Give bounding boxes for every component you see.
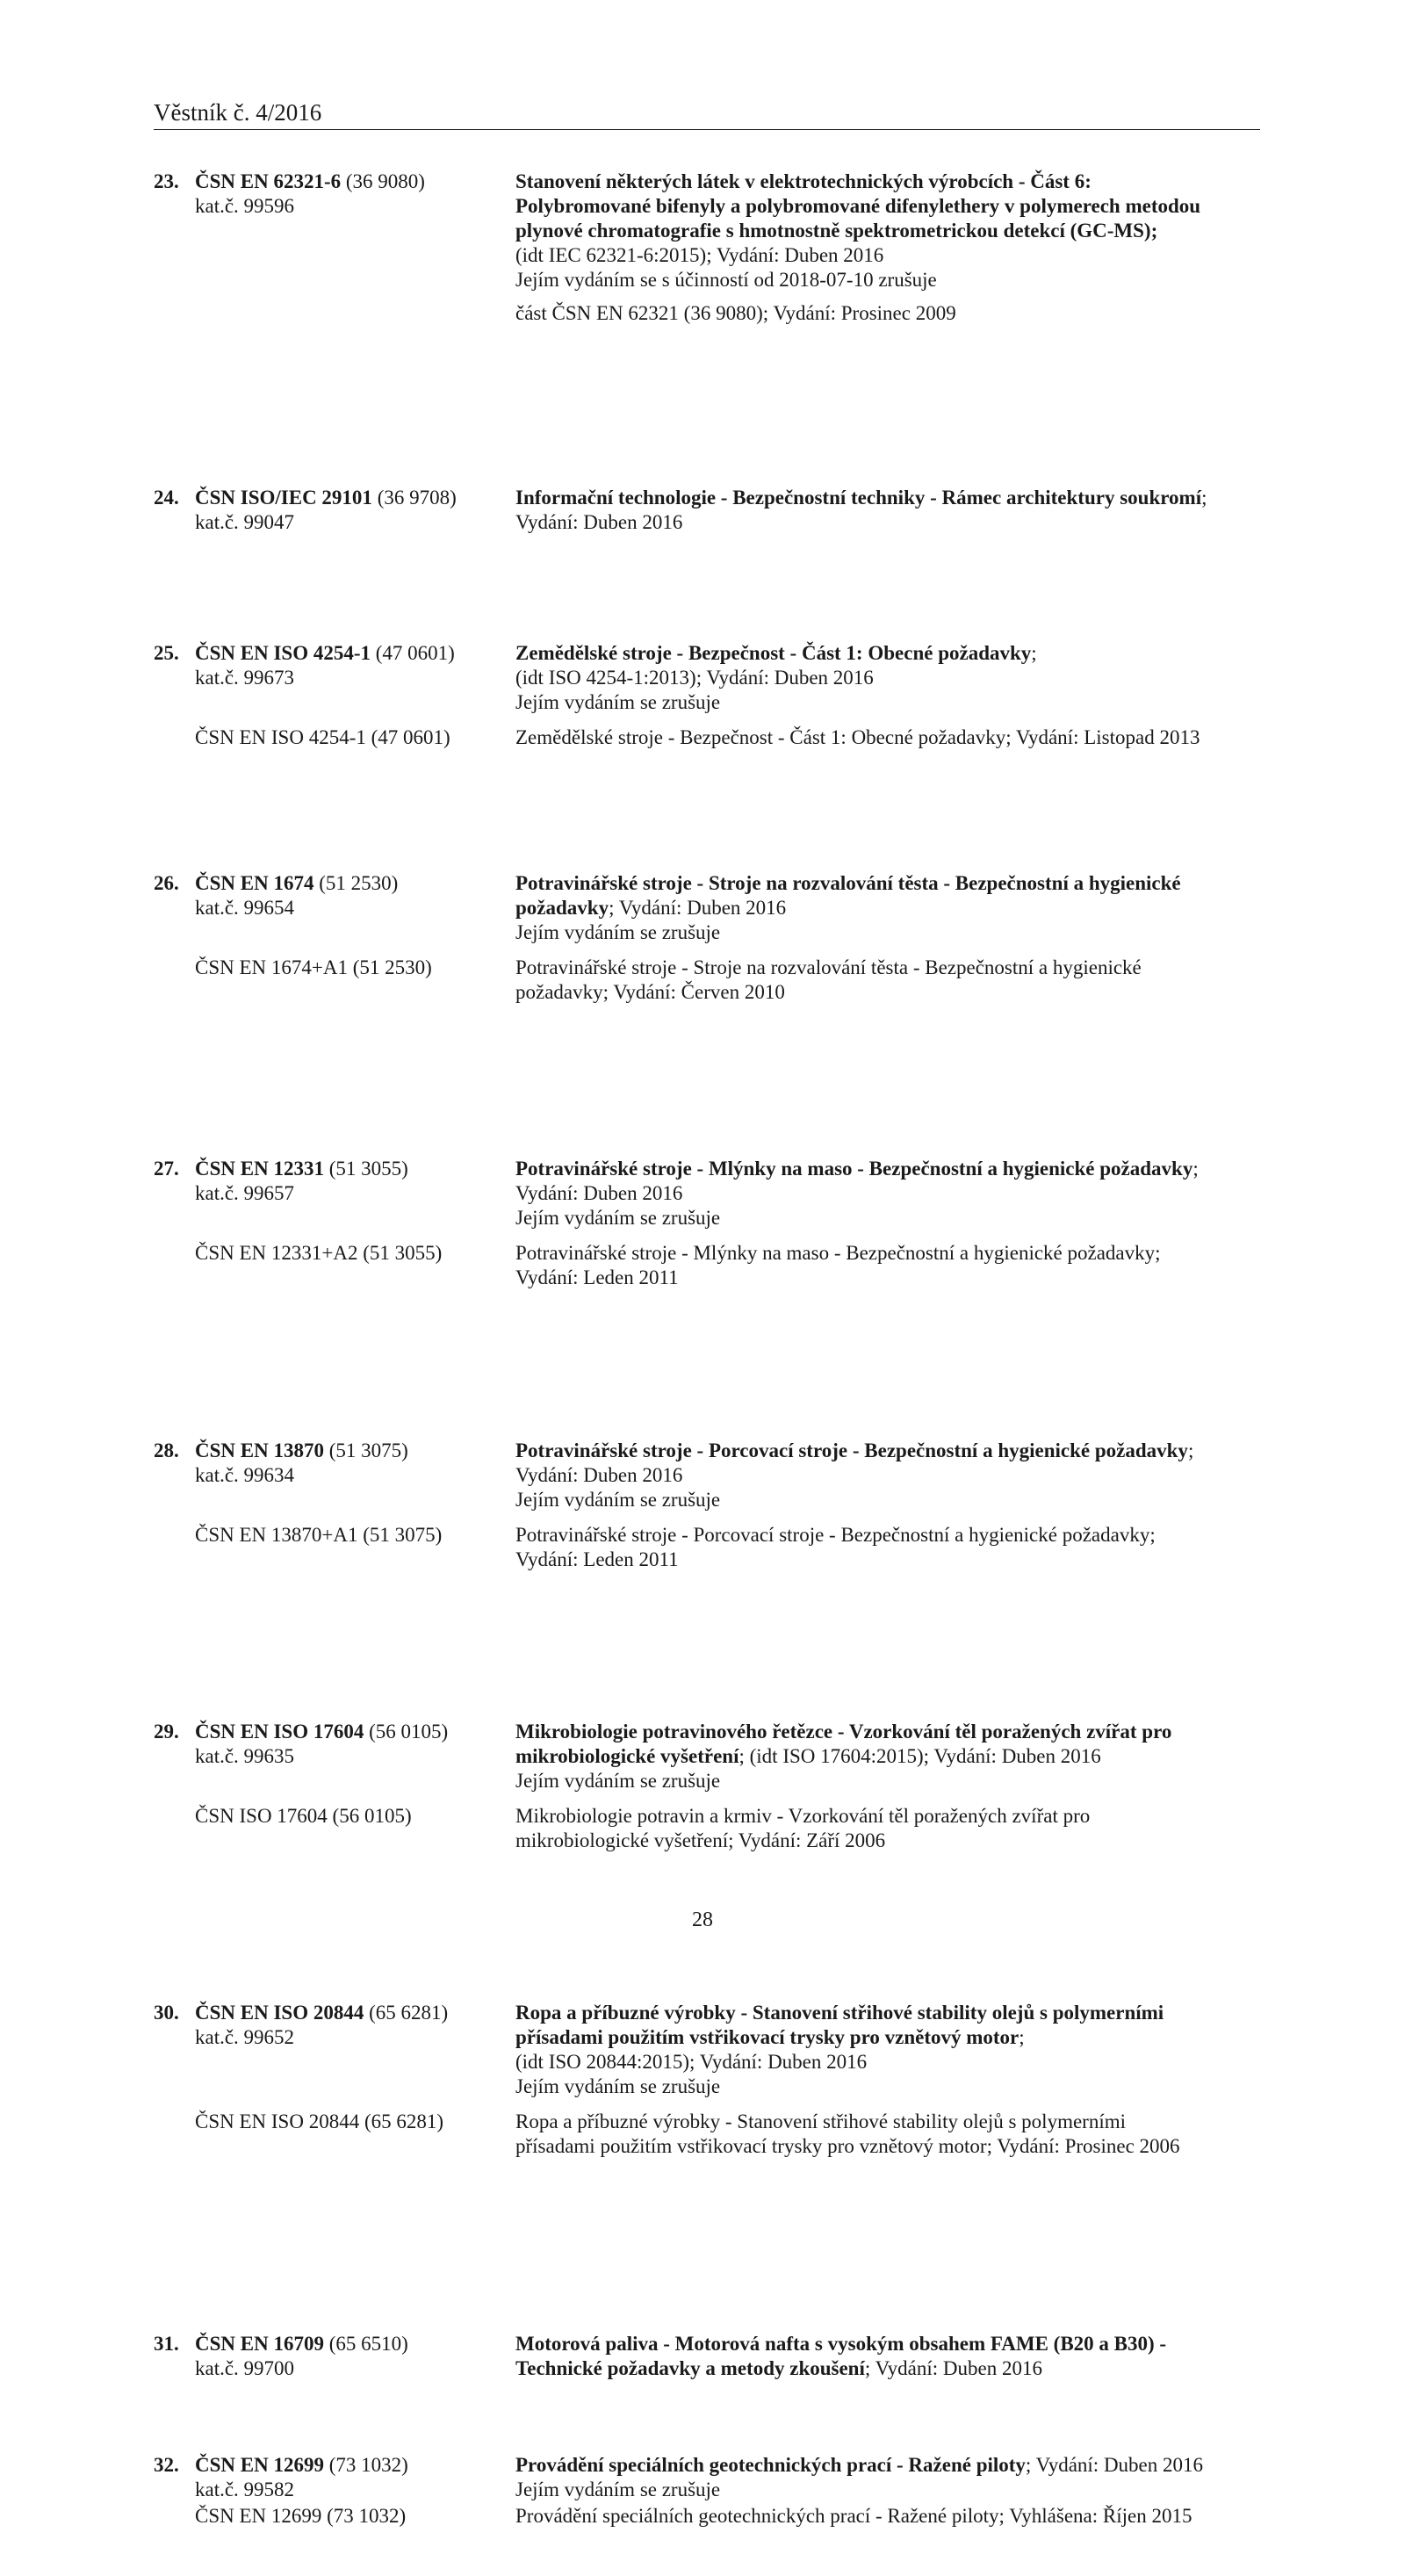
classification-code: (36 9080) — [341, 170, 425, 192]
title-line — [515, 1744, 1260, 1769]
standard-code: ČSN EN ISO 4254-1 — [195, 642, 371, 664]
catalog-number: kat.č. 99635 — [195, 1745, 295, 1767]
standard-main-row — [154, 2453, 1260, 2502]
replaced-standard-code: ČSN ISO 17604 (56 0105) — [195, 1805, 412, 1827]
title-line — [515, 871, 1260, 896]
standard-title: plynové chromatografie s hmotnostně spektrometrickou detekcí (GC-MS); — [515, 220, 1158, 242]
replaced-description — [515, 725, 1260, 750]
classification-code: (51 3075) — [323, 1440, 408, 1461]
standard-code: ČSN EN ISO 20844 — [195, 2002, 364, 2024]
title-tail: ; — [1031, 642, 1037, 664]
title-line — [515, 641, 1260, 666]
catalog-number: kat.č. 99700 — [195, 2357, 295, 2379]
entry-number: 31. — [154, 2333, 179, 2355]
standard-code-line — [154, 2001, 515, 2025]
classification-code: (47 0601) — [371, 642, 455, 664]
header-rule — [154, 129, 1260, 130]
replaced-standard-row — [154, 956, 1260, 1005]
classification-code: (65 6510) — [323, 2333, 408, 2355]
detail-line: Vydání: Duben 2016 — [515, 1182, 683, 1204]
standard-code-line — [154, 1157, 515, 1181]
detail-line: Vydání: Duben 2016 — [515, 1464, 683, 1486]
standard-description — [515, 170, 1260, 326]
entry-number: 29. — [154, 1721, 179, 1743]
replaced-title-line: Vydání: Leden 2011 — [515, 1266, 679, 1288]
title-tail: ; — [1201, 487, 1207, 509]
replaced-title-line: Potravinářské stroje - Porcovací stroje - Bezpečnostní a hygienické požadavky; — [515, 1524, 1156, 1546]
standard-main-row — [154, 486, 1260, 535]
title-tail: ; — [1187, 1440, 1194, 1461]
replaced-identifier — [154, 2110, 515, 2134]
replaced-title-line: požadavky; Vydání: Červen 2010 — [515, 981, 785, 1003]
standard-main-row — [154, 641, 1260, 715]
standard-title: Technické požadavky a metody zkoušení — [515, 2357, 865, 2379]
standard-title: Provádění speciálních geotechnických prací - Ražené piloty — [515, 2454, 1026, 2476]
standard-identifier — [154, 641, 515, 690]
entry-number: 24. — [154, 487, 179, 509]
standard-code-line — [154, 170, 515, 194]
catalog-number: kat.č. 99654 — [195, 897, 295, 919]
catalog-number: kat.č. 99652 — [195, 2026, 295, 2048]
standard-main-row — [154, 1157, 1260, 1230]
standard-code: ČSN EN 12699 — [195, 2454, 324, 2476]
title-tail: ; Vydání: Duben 2016 — [609, 897, 787, 919]
replaced-standard-row — [154, 1523, 1260, 1572]
classification-code: (36 9708) — [371, 487, 457, 509]
bulletin-title: Věstník č. 4/2016 — [154, 99, 322, 126]
standard-code-line — [154, 871, 515, 896]
replaced-title-line: Potravinářské stroje - Mlýnky na maso - Bezpečnostní a hygienické požadavky; — [515, 1242, 1161, 1264]
standard-entry — [154, 1439, 1260, 1572]
standard-title: Polybromované bifenyly a polybromované difenylethery v polymerech metodou — [515, 195, 1201, 217]
title-line — [515, 194, 1260, 219]
standard-code-line — [154, 2332, 515, 2356]
replaced-standard-code: ČSN EN ISO 4254-1 (47 0601) — [195, 726, 450, 748]
standard-main-row — [154, 1720, 1260, 1793]
page-number: 28 — [692, 1909, 713, 1931]
standard-description — [515, 1157, 1260, 1230]
replaced-standard-row — [154, 1804, 1260, 1853]
standard-entry — [154, 2453, 1260, 2529]
detail-line: Jejím vydáním se s účinností od 2018-07-10 zrušuje — [515, 269, 937, 291]
classification-code: (65 6281) — [364, 2002, 449, 2024]
standard-title: Mikrobiologie potravinového řetězce - Vzorkování těl poražených zvířat pro — [515, 1721, 1172, 1743]
standard-description — [515, 2453, 1260, 2502]
replaced-standard-code: ČSN EN 13870+A1 (51 3075) — [195, 1524, 443, 1546]
catalog-number: kat.č. 99047 — [195, 511, 295, 533]
standard-code-line — [154, 1720, 515, 1744]
standard-main-row — [154, 170, 1260, 326]
standard-title: Zemědělské stroje - Bezpečnost - Část 1: Obecné požadavky — [515, 642, 1032, 664]
replaced-identifier — [154, 725, 515, 750]
replaced-description — [515, 2110, 1260, 2159]
standard-identifier — [154, 486, 515, 535]
replaced-title-line: Vydání: Leden 2011 — [515, 1548, 679, 1570]
title-line — [515, 1439, 1260, 1463]
standard-entry — [154, 1720, 1260, 1853]
replaced-standard-row — [154, 2504, 1260, 2529]
standard-description — [515, 1720, 1260, 1793]
standard-title: Informační technologie - Bezpečnostní techniky - Rámec architektury soukromí — [515, 487, 1202, 509]
standard-entry — [154, 641, 1260, 750]
standard-code: ČSN EN 1674 — [195, 872, 314, 894]
standard-entry — [154, 170, 1260, 326]
entry-number: 27. — [154, 1158, 179, 1180]
standard-title: požadavky — [515, 897, 609, 919]
detail-line: Jejím vydáním se zrušuje — [515, 691, 721, 713]
standard-identifier — [154, 2001, 515, 2050]
replaced-identifier — [154, 956, 515, 980]
title-line — [515, 1720, 1260, 1744]
standard-title: Ropa a příbuzné výrobky - Stanovení střihové stability olejů s polymerními — [515, 2002, 1164, 2024]
standard-title: Motorová paliva - Motorová nafta s vysokým obsahem FAME (B20 a B30) - — [515, 2333, 1167, 2355]
standard-identifier — [154, 2453, 515, 2502]
entry-number: 32. — [154, 2454, 179, 2476]
replaced-standard-code: ČSN EN 1674+A1 (51 2530) — [195, 956, 432, 978]
standard-description — [515, 641, 1260, 715]
replaced-title-line: přísadami použitím vstřikovací trysky pro vznětový motor; Vydání: Prosinec 2006 — [515, 2135, 1180, 2157]
detail-line: Jejím vydáním se zrušuje — [515, 1770, 721, 1792]
replaced-description — [515, 1804, 1260, 1853]
standard-code-line — [154, 2453, 515, 2478]
replaced-standard-code: ČSN EN 12331+A2 (51 3055) — [195, 1242, 443, 1264]
replaced-standard-code: ČSN EN 12699 (73 1032) — [195, 2505, 407, 2527]
replaced-identifier — [154, 2504, 515, 2529]
standard-entry — [154, 2332, 1260, 2381]
standard-identifier — [154, 871, 515, 920]
standard-identifier — [154, 2332, 515, 2381]
replaced-title-line: Ropa a příbuzné výrobky - Stanovení střihové stability olejů s polymerními — [515, 2111, 1126, 2132]
standard-main-row — [154, 1439, 1260, 1512]
replaced-title-line: Potravinářské stroje - Stroje na rozvalování těsta - Bezpečnostní a hygienické — [515, 956, 1142, 978]
standard-code: ČSN ISO/IEC 29101 — [195, 487, 372, 509]
title-line — [515, 2332, 1260, 2356]
standard-code-line — [154, 641, 515, 666]
replaced-title-line: Provádění speciálních geotechnických prací - Ražené piloty; Vyhlášena: Říjen 2015 — [515, 2505, 1192, 2527]
standard-code-line — [154, 1439, 515, 1463]
standard-identifier — [154, 1720, 515, 1769]
replaced-standard-code: ČSN EN ISO 20844 (65 6281) — [195, 2111, 444, 2132]
replaced-standard-note: část ČSN EN 62321 (36 9080); Vydání: Prosinec 2009 — [515, 302, 956, 324]
detail-line: Jejím vydáním se zrušuje — [515, 1489, 721, 1511]
detail-line: Jejím vydáním se zrušuje — [515, 2075, 721, 2097]
replaced-identifier — [154, 1523, 515, 1548]
replaced-title-line: Zemědělské stroje - Bezpečnost - Část 1: Obecné požadavky; Vydání: Listopad 2013 — [515, 726, 1200, 748]
entry-number: 28. — [154, 1440, 179, 1461]
standard-entry — [154, 1157, 1260, 1290]
title-tail: ; Vydání: Duben 2016 — [864, 2357, 1042, 2379]
title-line — [515, 1157, 1260, 1181]
title-line — [515, 219, 1260, 243]
title-line — [515, 486, 1260, 510]
classification-code: (73 1032) — [323, 2454, 408, 2476]
title-tail: ; — [1019, 2026, 1025, 2048]
catalog-number: kat.č. 99657 — [195, 1182, 295, 1204]
replaced-description — [515, 956, 1260, 1005]
standard-code: ČSN EN 12331 — [195, 1158, 324, 1180]
detail-line: (idt ISO 4254-1:2013); Vydání: Duben 2016 — [515, 667, 874, 689]
title-line — [515, 2356, 1260, 2381]
standard-description — [515, 2001, 1260, 2099]
standard-code: ČSN EN ISO 17604 — [195, 1721, 364, 1743]
replaced-title-line: Mikrobiologie potravin a krmiv - Vzorkování těl poražených zvířat pro — [515, 1805, 1091, 1827]
replaced-identifier — [154, 1241, 515, 1266]
title-tail: ; — [1192, 1158, 1199, 1180]
standard-code-line — [154, 486, 515, 510]
standard-title: přísadami použitím vstřikovací trysky pro vznětový motor — [515, 2026, 1020, 2048]
title-line — [515, 170, 1260, 194]
detail-line: Vydání: Duben 2016 — [515, 511, 683, 533]
standard-description — [515, 2332, 1260, 2381]
title-tail: ; Vydání: Duben 2016 — [1025, 2454, 1204, 2476]
standard-entry — [154, 2001, 1260, 2159]
replaced-description — [515, 1523, 1260, 1572]
standard-code: ČSN EN 62321-6 — [195, 170, 342, 192]
standard-identifier — [154, 1157, 515, 1206]
standard-title: Potravinářské stroje - Mlýnky na maso - Bezpečnostní a hygienické požadavky — [515, 1158, 1193, 1180]
standard-description — [515, 871, 1260, 945]
catalog-number: kat.č. 99673 — [195, 667, 295, 689]
catalog-number: kat.č. 99596 — [195, 195, 295, 217]
standard-entry — [154, 486, 1260, 535]
replaced-description — [515, 1241, 1260, 1290]
entry-number: 30. — [154, 2002, 179, 2024]
standard-title: Stanovení některých látek v elektrotechnických výrobcích - Část 6: — [515, 170, 1092, 192]
title-tail: ; (idt ISO 17604:2015); Vydání: Duben 2016 — [739, 1745, 1101, 1767]
entry-number: 23. — [154, 170, 179, 192]
standards-list — [154, 170, 1260, 2576]
standard-main-row — [154, 2001, 1260, 2099]
replaced-standard-row — [154, 2110, 1260, 2159]
classification-code: (56 0105) — [364, 1721, 449, 1743]
title-line — [515, 2025, 1260, 2050]
detail-line: Jejím vydáním se zrušuje — [515, 1207, 721, 1229]
catalog-number: kat.č. 99582 — [195, 2479, 295, 2500]
standard-identifier — [154, 170, 515, 219]
standard-code: ČSN EN 13870 — [195, 1440, 324, 1461]
standard-title: mikrobiologické vyšetření — [515, 1745, 739, 1767]
standard-description — [515, 486, 1260, 535]
standard-main-row — [154, 871, 1260, 945]
replaced-description — [515, 2504, 1260, 2529]
standard-title: Potravinářské stroje - Porcovací stroje - Bezpečnostní a hygienické požadavky — [515, 1440, 1188, 1461]
standard-main-row — [154, 2332, 1260, 2381]
catalog-number: kat.č. 99634 — [195, 1464, 295, 1486]
detail-line: Jejím vydáním se zrušuje — [515, 2479, 721, 2500]
entry-number: 26. — [154, 872, 179, 894]
detail-line: Jejím vydáním se zrušuje — [515, 921, 721, 943]
classification-code: (51 2530) — [313, 872, 399, 894]
replaced-standard-row — [154, 1241, 1260, 1290]
title-line — [515, 2453, 1260, 2478]
standard-entry — [154, 871, 1260, 1005]
title-line — [515, 2001, 1260, 2025]
standard-description — [515, 1439, 1260, 1512]
title-line — [515, 896, 1260, 920]
entry-number: 25. — [154, 642, 179, 664]
standard-title: Potravinářské stroje - Stroje na rozvalování těsta - Bezpečnostní a hygienické — [515, 872, 1181, 894]
standard-code: ČSN EN 16709 — [195, 2333, 324, 2355]
classification-code: (51 3055) — [323, 1158, 408, 1180]
replaced-standard-row — [154, 725, 1260, 750]
detail-line: (idt IEC 62321-6:2015); Vydání: Duben 2016 — [515, 244, 884, 266]
replaced-title-line: mikrobiologické vyšetření; Vydání: Září 2006 — [515, 1829, 886, 1851]
replaced-identifier — [154, 1804, 515, 1829]
standard-identifier — [154, 1439, 515, 1488]
detail-line: (idt ISO 20844:2015); Vydání: Duben 2016 — [515, 2051, 868, 2073]
